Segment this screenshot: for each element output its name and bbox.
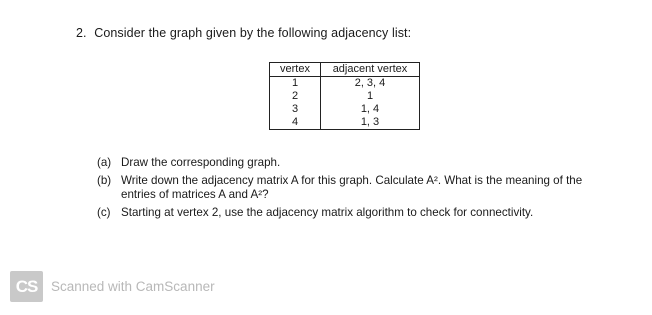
adjacent-cell: 1 (321, 90, 420, 103)
question-parts (97, 156, 617, 224)
adjacency-list-table (269, 62, 420, 130)
header-vertex: vertex (270, 63, 321, 77)
question-heading (76, 26, 411, 40)
header-adjacent-vertex: adjacent vertex (321, 63, 420, 77)
table-row (270, 103, 420, 116)
part-label: (c) (97, 206, 111, 219)
camscanner-watermark (10, 271, 215, 302)
watermark-text: Scanned with CamScanner (51, 279, 215, 294)
table-row (270, 77, 420, 91)
part-text: Write down the adjacency matrix A for this graph. Calculate A². What is the meaning of the entries of matrices A and A²? (121, 174, 583, 201)
part-text: Draw the corresponding graph. (121, 156, 281, 169)
part-c (97, 206, 617, 220)
adjacent-cell: 1, 3 (321, 116, 420, 130)
vertex-cell: 1 (270, 77, 321, 91)
vertex-cell: 2 (270, 90, 321, 103)
question-text: Consider the graph given by the following adjacency list: (94, 26, 412, 40)
table-row (270, 116, 420, 130)
part-text: Starting at vertex 2, use the adjacency matrix algorithm to check for connectivity. (121, 206, 534, 219)
adjacent-cell: 2, 3, 4 (321, 77, 420, 91)
vertex-cell: 3 (270, 103, 321, 116)
part-label: (a) (97, 156, 112, 169)
table-row (270, 90, 420, 103)
table-header-row (270, 63, 420, 77)
adjacent-cell: 1, 4 (321, 103, 420, 116)
question-number: 2. (76, 26, 87, 40)
part-a (97, 156, 617, 170)
part-b (97, 174, 617, 202)
camscanner-logo-icon: CS (10, 271, 43, 302)
vertex-cell: 4 (270, 116, 321, 130)
part-label: (b) (97, 174, 112, 187)
